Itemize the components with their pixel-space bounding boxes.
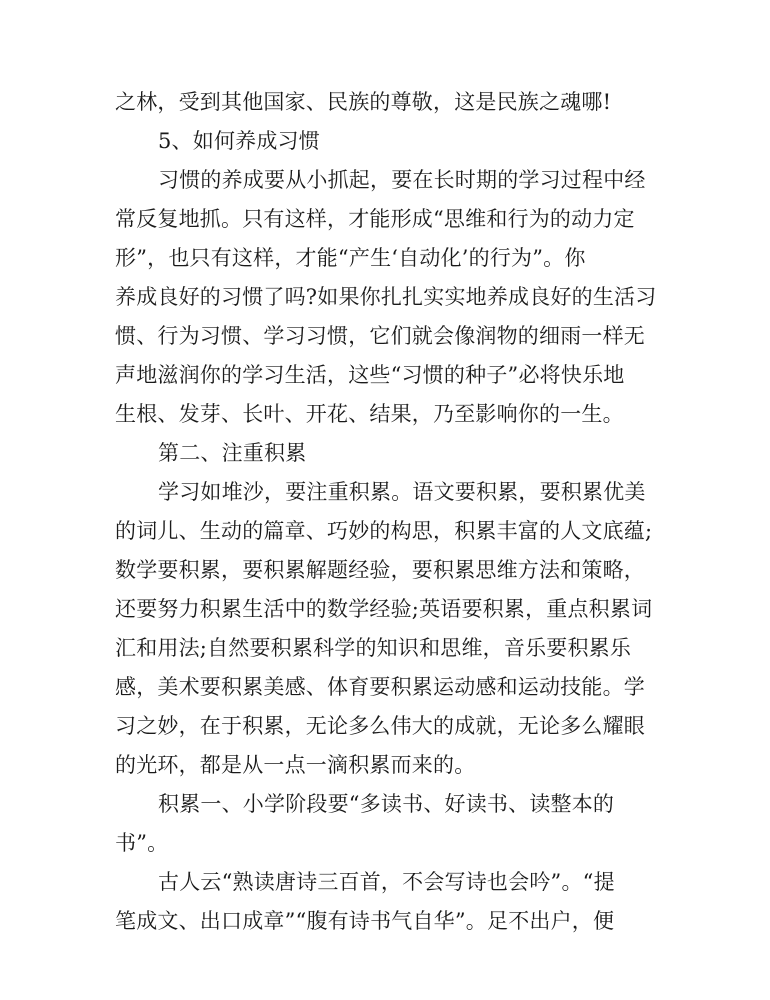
paragraph-line: 习之妙，在于积累，无论多么伟大的成就，无论多么耀眼 — [115, 714, 645, 738]
paragraph-line: 积累一、小学阶段要“多读书、好读书、读整本的 — [158, 792, 615, 816]
paragraph-line: 声地滋润你的学习生活，这些“习惯的种子”必将快乐地 — [115, 363, 625, 387]
paragraph-line: 古人云“熟读唐诗三百首，不会写诗也会吟”。“提 — [158, 870, 615, 894]
paragraph-line: 的光环，都是从一点一滴积累而来的。 — [115, 753, 476, 777]
paragraph-line: 养成良好的习惯了吗?如果你扎扎实实地养成良好的生活习 — [115, 285, 657, 309]
section-heading: 5、如何养成习惯 — [158, 129, 320, 153]
paragraph-line: 常反复地抓。只有这样，才能形成“思维和行为的动力定 — [115, 207, 635, 231]
paragraph-line: 笔成文、出口成章”“腹有诗书气自华”。足不出户，便 — [115, 909, 615, 933]
paragraph-line: 还要努力积累生活中的数学经验;英语要积累，重点积累词 — [115, 597, 653, 621]
section-heading: 第二、注重积累 — [158, 441, 307, 465]
paragraph-line: 数学要积累，要积累解题经验，要积累思维方法和策略， — [115, 558, 645, 582]
paragraph-line: 的词儿、生动的篇章、巧妙的构思，积累丰富的人文底蕴; — [115, 519, 653, 543]
paragraph-line: 汇和用法;自然要积累科学的知识和思维，音乐要积累乐 — [115, 636, 632, 660]
paragraph-line: 书”。 — [115, 831, 169, 855]
paragraph-line: 习惯的养成要从小抓起，要在长时期的学习过程中经 — [158, 168, 646, 192]
paragraph-line: 生根、发芽、长叶、开花、结果，乃至影响你的一生。 — [115, 402, 624, 426]
paragraph-line: 感，美术要积累美感、体育要积累运动感和运动技能。学 — [115, 675, 645, 699]
paragraph-line: 惯、行为习惯、学习习惯，它们就会像润物的细雨一样无 — [115, 324, 645, 348]
paragraph-line: 之林，受到其他国家、民族的尊敬，这是民族之魂哪! — [115, 90, 612, 114]
paragraph-line: 形”，也只有这样，才能“产生‘自动化’的行为”。你 — [115, 246, 586, 270]
paragraph-line: 学习如堆沙，要注重积累。语文要积累，要积累优美 — [158, 480, 646, 504]
